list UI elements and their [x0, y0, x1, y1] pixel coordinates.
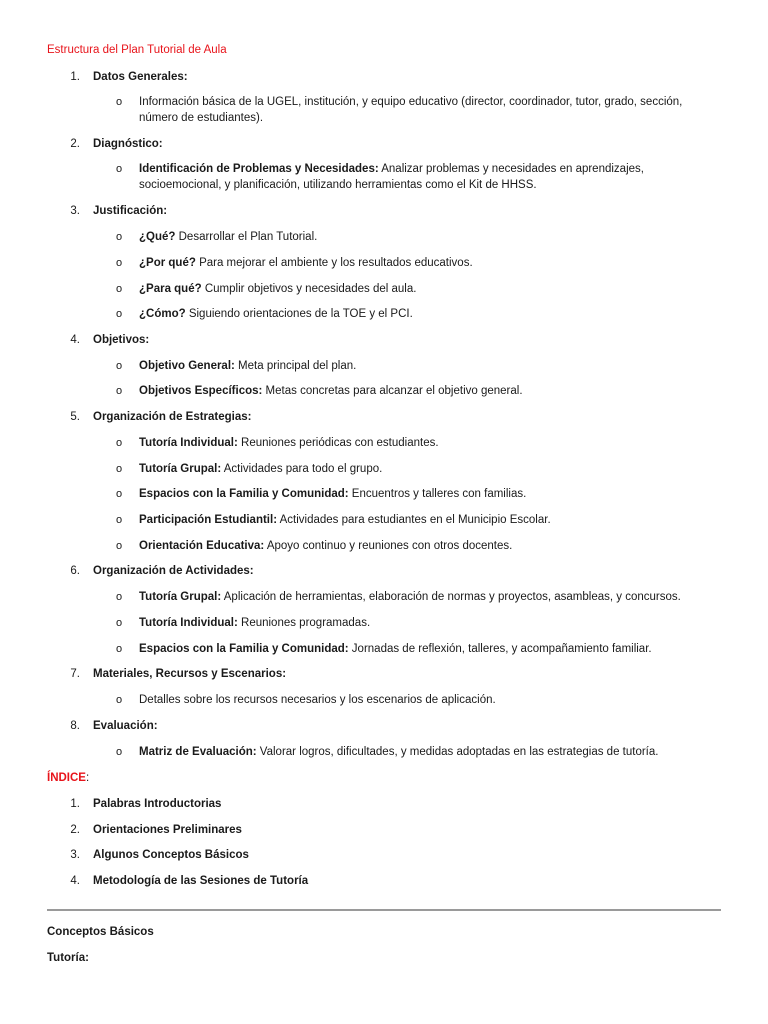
- list-item-term: Participación Estudiantil:: [139, 514, 278, 526]
- index-label: Orientaciones Preliminares: [93, 824, 242, 836]
- document-title: Estructura del Plan Tutorial de Aula: [47, 44, 227, 56]
- list-item: [139, 615, 699, 631]
- bullet-icon: o: [116, 591, 123, 603]
- list-item-term: Tutoría Grupal:: [139, 591, 222, 603]
- list-item-term: ¿Cómo?: [139, 308, 186, 320]
- bullet-icon: o: [116, 385, 123, 397]
- list-item: [139, 538, 699, 554]
- section-number: 6.: [70, 565, 80, 577]
- list-item: [139, 486, 699, 502]
- index-heading: ÍNDICE: [47, 772, 86, 784]
- list-item: [139, 461, 699, 477]
- bullet-icon: o: [116, 96, 123, 108]
- list-item-text: Información básica de la UGEL, institución, y equipo educativo (director, coordinador, tutor, grado, sección, número de estudiantes).: [139, 96, 683, 124]
- list-item-term: Espacios con la Familia y Comunidad:: [139, 643, 349, 655]
- list-item: [139, 744, 699, 760]
- list-item-text: Siguiendo orientaciones de la TOE y el PCI.: [185, 308, 413, 320]
- list-item-term: Tutoría Individual:: [139, 437, 238, 449]
- list-item: [139, 641, 699, 657]
- list-item-term: ¿Para qué?: [139, 283, 202, 295]
- index-number: 2.: [70, 824, 80, 836]
- list-item: [139, 358, 699, 374]
- section-number: 3.: [70, 205, 80, 217]
- list-item-term: Objetivo General:: [139, 360, 235, 372]
- section-label: Justificación:: [93, 205, 168, 217]
- list-item-term: Espacios con la Familia y Comunidad:: [139, 488, 349, 500]
- list-item-term: Matriz de Evaluación:: [139, 746, 257, 758]
- index-number: 4.: [70, 875, 80, 887]
- list-item: [139, 281, 699, 297]
- index-number: 1.: [70, 798, 80, 810]
- list-item: [139, 229, 699, 245]
- list-item: [139, 94, 699, 126]
- index-label: Palabras Introductorias: [93, 798, 222, 810]
- concepts-heading: Conceptos Básicos: [47, 926, 154, 938]
- section-number: 4.: [70, 334, 80, 346]
- section-number: 2.: [70, 138, 80, 150]
- section-number: 1.: [70, 71, 80, 83]
- section-label: Organización de Actividades:: [93, 565, 254, 577]
- list-item-text: Meta principal del plan.: [234, 360, 357, 372]
- list-item-text: Reuniones periódicas con estudiantes.: [237, 437, 439, 449]
- list-item-text: Analizar problemas y necesidades en aprendizajes, socioemocional, y planificación, utilizando herramientas como el Kit de HHSS.: [139, 163, 644, 191]
- section-number: 7.: [70, 668, 80, 680]
- bullet-icon: o: [116, 463, 123, 475]
- bullet-icon: o: [116, 308, 123, 320]
- list-item-text: Detalles sobre los recursos necesarios y los escenarios de aplicación.: [139, 694, 496, 706]
- index-colon: :: [85, 772, 90, 784]
- bullet-icon: o: [116, 360, 123, 372]
- list-item-text: Reuniones programadas.: [237, 617, 371, 629]
- list-item-text: Metas concretas para alcanzar el objetivo general.: [262, 385, 523, 397]
- index-label: Algunos Conceptos Básicos: [93, 849, 249, 861]
- section-label: Datos Generales:: [93, 71, 188, 83]
- bullet-icon: o: [116, 231, 123, 243]
- list-item-text: Desarrollar el Plan Tutorial.: [175, 231, 318, 243]
- list-item: [139, 255, 699, 271]
- index-label: Metodología de las Sesiones de Tutoría: [93, 875, 309, 887]
- list-item-term: Orientación Educativa:: [139, 540, 265, 552]
- bullet-icon: o: [116, 163, 123, 175]
- section-label: Materiales, Recursos y Escenarios:: [93, 668, 287, 680]
- section-label: Objetivos:: [93, 334, 150, 346]
- list-item-text: Aplicación de herramientas, elaboración de normas y proyectos, asambleas, y concursos.: [221, 591, 681, 603]
- list-item-term: ¿Por qué?: [139, 257, 196, 269]
- list-item-text: Cumplir objetivos y necesidades del aula.: [201, 283, 417, 295]
- index-heading-line: [47, 770, 89, 786]
- list-item-text: Jornadas de reflexión, talleres, y acompañamiento familiar.: [348, 643, 652, 655]
- list-item-text: Valorar logros, dificultades, y medidas adoptadas en las estrategias de tutoría.: [256, 746, 659, 758]
- list-item: [139, 512, 699, 528]
- list-item-term: ¿Qué?: [139, 231, 176, 243]
- list-item-text: Actividades para estudiantes en el Municipio Escolar.: [277, 514, 551, 526]
- section-number: 5.: [70, 411, 80, 423]
- bullet-icon: o: [116, 257, 123, 269]
- bullet-icon: o: [116, 514, 123, 526]
- list-item: [139, 435, 699, 451]
- bullet-icon: o: [116, 488, 123, 500]
- list-item-text: Actividades para todo el grupo.: [221, 463, 383, 475]
- list-item-text: Encuentros y talleres con familias.: [348, 488, 527, 500]
- list-item: [139, 306, 699, 322]
- list-item-term: Tutoría Grupal:: [139, 463, 222, 475]
- bullet-icon: o: [116, 540, 123, 552]
- horizontal-rule: [47, 909, 721, 911]
- section-label: Organización de Estrategias:: [93, 411, 252, 423]
- list-item: [139, 161, 699, 193]
- bullet-icon: o: [116, 694, 123, 706]
- bullet-icon: o: [116, 746, 123, 758]
- list-item: [139, 692, 699, 708]
- list-item-term: Objetivos Específicos:: [139, 385, 263, 397]
- list-item-text: Apoyo continuo y reuniones con otros docentes.: [264, 540, 513, 552]
- bullet-icon: o: [116, 643, 123, 655]
- list-item: [139, 589, 699, 605]
- section-label: Diagnóstico:: [93, 138, 163, 150]
- section-label: Evaluación:: [93, 720, 158, 732]
- list-item-term: Identificación de Problemas y Necesidades:: [139, 163, 379, 175]
- bullet-icon: o: [116, 617, 123, 629]
- list-item-text: Para mejorar el ambiente y los resultados educativos.: [195, 257, 473, 269]
- tutoria-heading: Tutoría:: [47, 952, 89, 964]
- list-item-term: Tutoría Individual:: [139, 617, 238, 629]
- bullet-icon: o: [116, 437, 123, 449]
- section-number: 8.: [70, 720, 80, 732]
- list-item: [139, 383, 699, 399]
- index-number: 3.: [70, 849, 80, 861]
- bullet-icon: o: [116, 283, 123, 295]
